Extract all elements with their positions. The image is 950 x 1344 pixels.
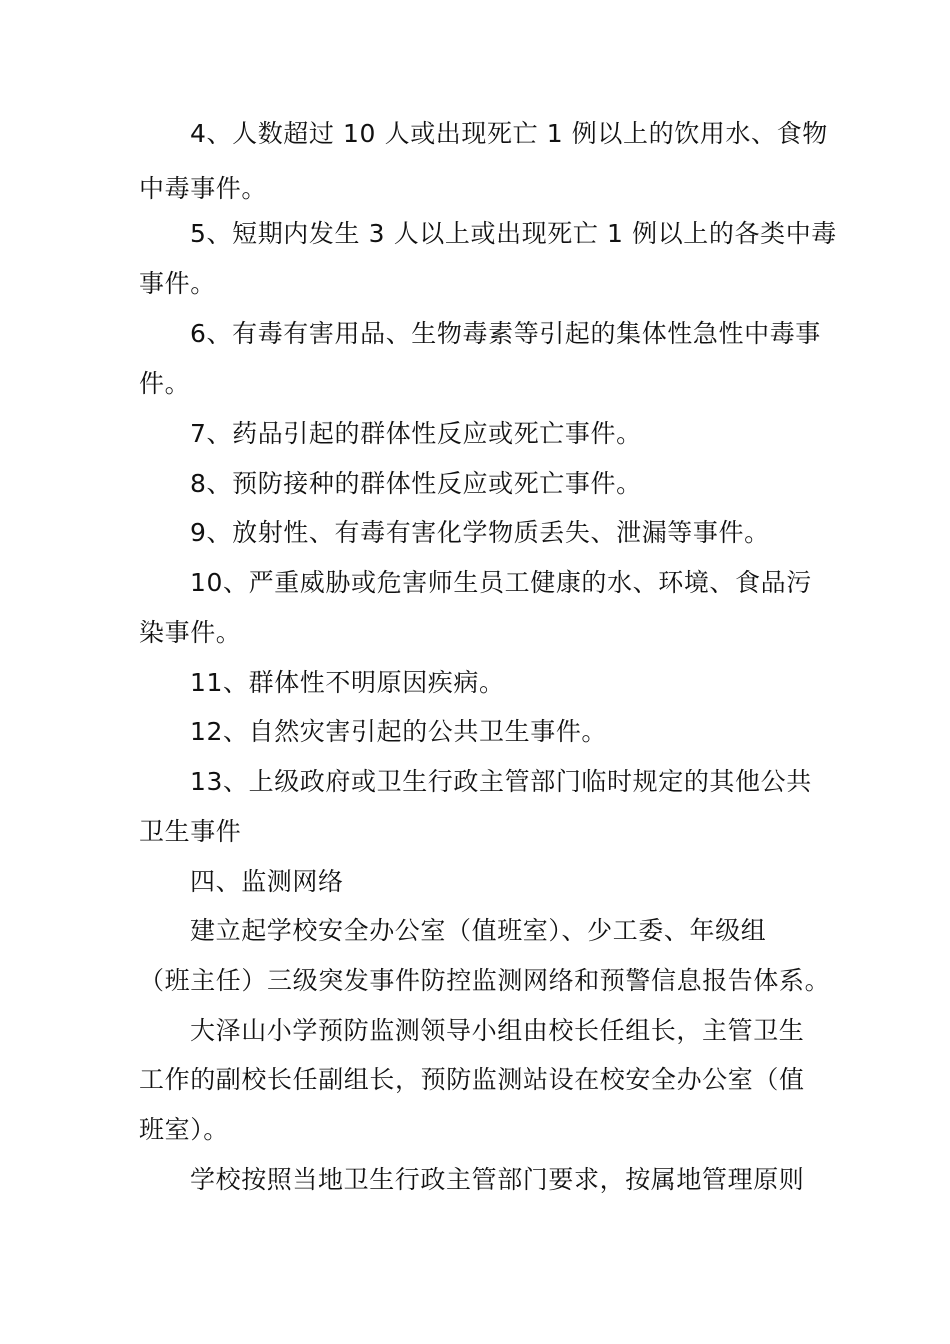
text-line-item-10: 10、严重威胁或危害师生员工健康的水、环境、食品污: [190, 568, 812, 597]
text-line-item-11: 11、群体性不明原因疾病。: [190, 668, 505, 697]
paragraph-line: 建立起学校安全办公室（值班室）、少工委、年级组: [190, 916, 767, 945]
text-line-item-4-cont: 中毒事件。: [139, 174, 268, 203]
text-line-item-7: 7、药品引起的群体性反应或死亡事件。: [190, 419, 642, 448]
text-line-item-13: 13、上级政府或卫生行政主管部门临时规定的其他公共: [190, 767, 812, 796]
text-line-item-8: 8、预防接种的群体性反应或死亡事件。: [190, 469, 642, 498]
paragraph-line: （班主任）三级突发事件防控监测网络和预警信息报告体系。: [139, 966, 831, 995]
paragraph-line: 工作的副校长任副组长，预防监测站设在校安全办公室（值: [139, 1065, 805, 1094]
text-line-item-13-cont: 卫生事件: [139, 817, 242, 846]
text-line-item-6-cont: 件。: [139, 369, 191, 398]
text-line-item-5: 5、短期内发生 3 人以上或出现死亡 1 例以上的各类中毒: [190, 219, 837, 248]
text-line-item-10-cont: 染事件。: [139, 618, 242, 647]
text-line-item-4: 4、人数超过 10 人或出现死亡 1 例以上的饮用水、食物: [190, 119, 828, 148]
text-line-item-9: 9、放射性、有毒有害化学物质丢失、泄漏等事件。: [190, 518, 770, 547]
section-heading: 四、监测网络: [190, 867, 344, 896]
paragraph-line: 大泽山小学预防监测领导小组由校长任组长，主管卫生: [190, 1016, 805, 1045]
paragraph-line: 班室）。: [139, 1115, 229, 1144]
text-line-item-5-cont: 事件。: [139, 269, 216, 298]
text-line-item-6: 6、有毒有害用品、生物毒素等引起的集体性急性中毒事: [190, 319, 821, 348]
text-line-item-12: 12、自然灾害引起的公共卫生事件。: [190, 717, 608, 746]
paragraph-line: 学校按照当地卫生行政主管部门要求，按属地管理原则: [190, 1165, 805, 1194]
